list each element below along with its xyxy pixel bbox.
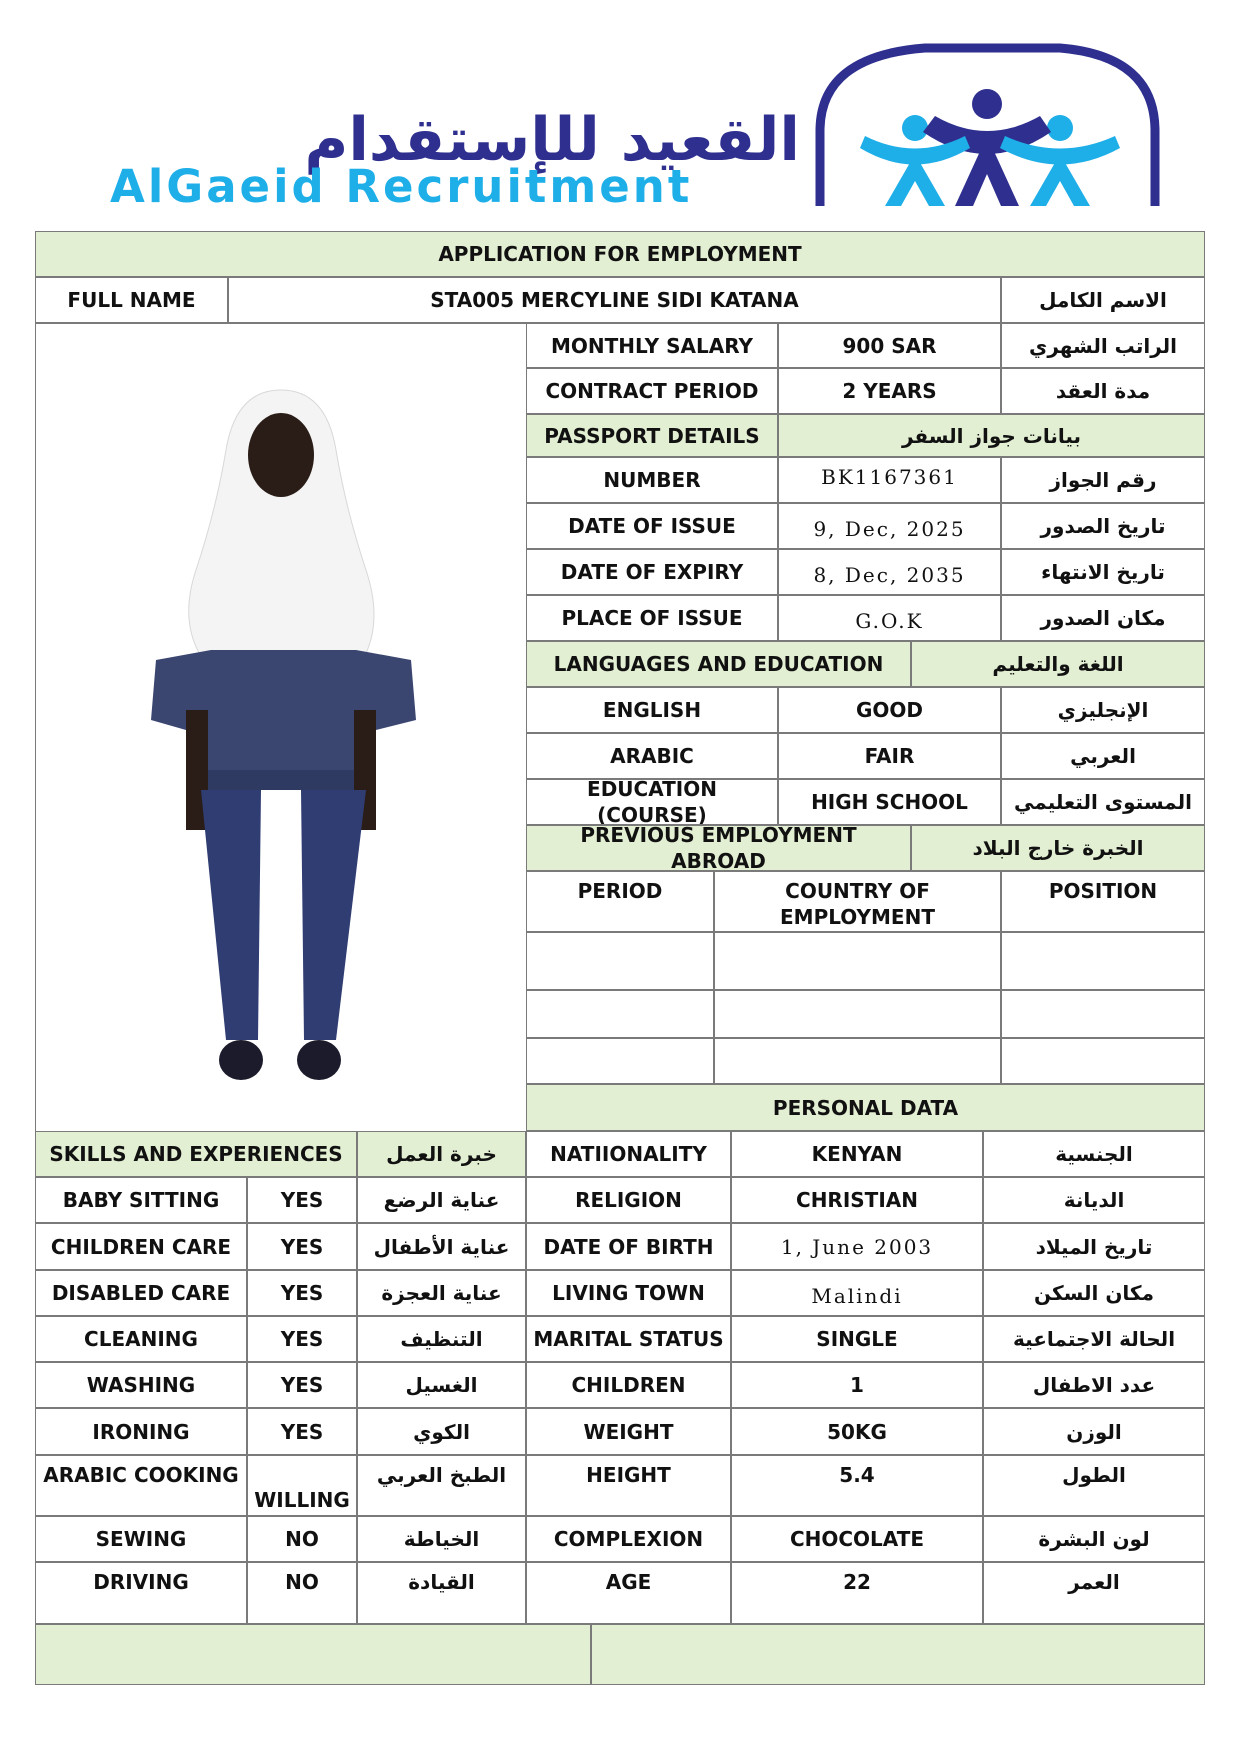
skill-driving-value: NO (247, 1562, 357, 1624)
period-column-header: PERIOD (526, 871, 714, 932)
skill-disabled-care-label: DISABLED CARE (35, 1270, 247, 1316)
languages-header-ar: اللغة والتعليم (911, 641, 1205, 687)
date-of-issue-value: 9, Dec, 2025 (778, 503, 1001, 549)
monthly-salary-label-ar: الراتب الشهري (1001, 323, 1205, 368)
english-label-ar: الإنجليزي (1001, 687, 1205, 733)
marital-status-value: SINGLE (731, 1316, 983, 1362)
employment-row-3-position (1001, 1038, 1205, 1084)
date-of-expiry-label-ar: تاريخ الانتهاء (1001, 549, 1205, 595)
arabic-label: ARABIC (526, 733, 778, 779)
skill-baby-sitting-value: YES (247, 1177, 357, 1223)
skills-header-ar: خبرة العمل (357, 1131, 526, 1177)
weight-label: WEIGHT (526, 1408, 731, 1455)
applicant-photo (36, 370, 526, 1120)
children-label-ar: عدد الاطفال (983, 1362, 1205, 1408)
place-of-issue-label-ar: مكان الصدور (1001, 595, 1205, 641)
footer-left-cell (35, 1624, 591, 1685)
skill-arabic-cooking-label: ARABIC COOKING (35, 1455, 247, 1516)
skill-baby-sitting-label-ar: عناية الرضع (357, 1177, 526, 1223)
contract-period-label-ar: مدة العقد (1001, 368, 1205, 414)
living-town-label: LIVING TOWN (526, 1270, 731, 1316)
skill-washing-label-ar: الغسيل (357, 1362, 526, 1408)
date-of-expiry-label: DATE OF EXPIRY (526, 549, 778, 595)
nationality-label-ar: الجنسية (983, 1131, 1205, 1177)
religion-value: CHRISTIAN (731, 1177, 983, 1223)
skill-disabled-care-value: YES (247, 1270, 357, 1316)
religion-label: RELIGION (526, 1177, 731, 1223)
position-column-header: POSITION (1001, 871, 1205, 932)
date-of-birth-label-ar: تاريخ الميلاد (983, 1223, 1205, 1270)
employment-row-2-position (1001, 990, 1205, 1038)
weight-value: 50KG (731, 1408, 983, 1455)
date-of-birth-label: DATE OF BIRTH (526, 1223, 731, 1270)
children-label: CHILDREN (526, 1362, 731, 1408)
country-of-employment-column-header: COUNTRY OF EMPLOYMENT (714, 871, 1001, 932)
height-label: HEIGHT (526, 1455, 731, 1516)
skill-children-care-label-ar: عناية الأطفال (357, 1223, 526, 1270)
full-name-value: STA005 MERCYLINE SIDI KATANA (228, 277, 1001, 323)
full-name-label-ar: الاسم الكامل (1001, 277, 1205, 323)
passport-header: PASSPORT DETAILS (526, 414, 778, 457)
passport-number-label: NUMBER (526, 457, 778, 503)
date-of-issue-label-ar: تاريخ الصدور (1001, 503, 1205, 549)
education-value: HIGH SCHOOL (778, 779, 1001, 825)
previous-employment-header-ar: الخبرة خارج البلاد (911, 825, 1205, 871)
languages-header: LANGUAGES AND EDUCATION (526, 641, 911, 687)
place-of-issue-label: PLACE OF ISSUE (526, 595, 778, 641)
skill-sewing-value: NO (247, 1516, 357, 1562)
skill-cleaning-label: CLEANING (35, 1316, 247, 1362)
date-of-expiry-value: 8, Dec, 2035 (778, 549, 1001, 595)
nationality-value: KENYAN (731, 1131, 983, 1177)
employment-row-3-country (714, 1038, 1001, 1084)
complexion-value: CHOCOLATE (731, 1516, 983, 1562)
skill-driving-label: DRIVING (35, 1562, 247, 1624)
passport-number-label-ar: رقم الجواز (1001, 457, 1205, 503)
nationality-label: NATIIONALITY (526, 1131, 731, 1177)
skill-ironing-value: YES (247, 1408, 357, 1455)
english-value: GOOD (778, 687, 1001, 733)
employment-row-1-position (1001, 932, 1205, 990)
children-value: 1 (731, 1362, 983, 1408)
marital-status-label: MARITAL STATUS (526, 1316, 731, 1362)
education-label: EDUCATION (COURSE) (526, 779, 778, 825)
skill-sewing-label-ar: الخياطة (357, 1516, 526, 1562)
religion-label-ar: الديانة (983, 1177, 1205, 1223)
complexion-label: COMPLEXION (526, 1516, 731, 1562)
arabic-label-ar: العربي (1001, 733, 1205, 779)
monthly-salary-label: MONTHLY SALARY (526, 323, 778, 368)
date-of-issue-label: DATE OF ISSUE (526, 503, 778, 549)
passport-header-ar: بيانات جواز السفر (778, 414, 1205, 457)
skill-arabic-cooking-label-ar: الطبخ العربي (357, 1455, 526, 1516)
date-of-birth-value: 1, June 2003 (731, 1223, 983, 1270)
full-name-label: FULL NAME (35, 277, 228, 323)
employment-row-1-country (714, 932, 1001, 990)
footer-right-cell (591, 1624, 1205, 1685)
skill-driving-label-ar: القيادة (357, 1562, 526, 1624)
age-label-ar: العمر (983, 1562, 1205, 1624)
previous-employment-header: PREVIOUS EMPLOYMENT ABROAD (526, 825, 911, 871)
skill-cleaning-label-ar: التنظيف (357, 1316, 526, 1362)
skill-ironing-label: IRONING (35, 1408, 247, 1455)
age-value: 22 (731, 1562, 983, 1624)
living-town-value: Malindi (731, 1270, 983, 1316)
place-of-issue-value: G.O.K (778, 595, 1001, 641)
employment-row-3-period (526, 1038, 714, 1084)
skill-children-care-label: CHILDREN CARE (35, 1223, 247, 1270)
skill-washing-value: YES (247, 1362, 357, 1408)
education-label-ar: المستوى التعليمي (1001, 779, 1205, 825)
skill-baby-sitting-label: BABY SITTING (35, 1177, 247, 1223)
personal-data-header: PERSONAL DATA (526, 1084, 1205, 1131)
skill-washing-label: WASHING (35, 1362, 247, 1408)
contract-period-value: 2 YEARS (778, 368, 1001, 414)
employment-row-2-country (714, 990, 1001, 1038)
age-label: AGE (526, 1562, 731, 1624)
living-town-label-ar: مكان السكن (983, 1270, 1205, 1316)
logo-english-text: AlGaeid Recruitment (110, 160, 693, 213)
height-label-ar: الطول (983, 1455, 1205, 1516)
complexion-label-ar: لون البشرة (983, 1516, 1205, 1562)
skills-header: SKILLS AND EXPERIENCES (35, 1131, 357, 1177)
arabic-value: FAIR (778, 733, 1001, 779)
logo-arabic-text: القعيد للإستقدام (304, 105, 800, 175)
skill-sewing-label: SEWING (35, 1516, 247, 1562)
skill-children-care-value: YES (247, 1223, 357, 1270)
skill-disabled-care-label-ar: عناية العجزة (357, 1270, 526, 1316)
company-logo-icon (815, 36, 1160, 211)
english-label: ENGLISH (526, 687, 778, 733)
skill-cleaning-value: YES (247, 1316, 357, 1362)
monthly-salary-value: 900 SAR (778, 323, 1001, 368)
contract-period-label: CONTRACT PERIOD (526, 368, 778, 414)
employment-row-1-period (526, 932, 714, 990)
height-value: 5.4 (731, 1455, 983, 1516)
passport-number-value: BK1167361 (778, 457, 1001, 503)
marital-status-label-ar: الحالة الاجتماعية (983, 1316, 1205, 1362)
skill-arabic-cooking-value: WILLING (247, 1455, 357, 1516)
weight-label-ar: الوزن (983, 1408, 1205, 1455)
form-title: APPLICATION FOR EMPLOYMENT (35, 231, 1205, 277)
employment-row-2-period (526, 990, 714, 1038)
skill-ironing-label-ar: الكوي (357, 1408, 526, 1455)
